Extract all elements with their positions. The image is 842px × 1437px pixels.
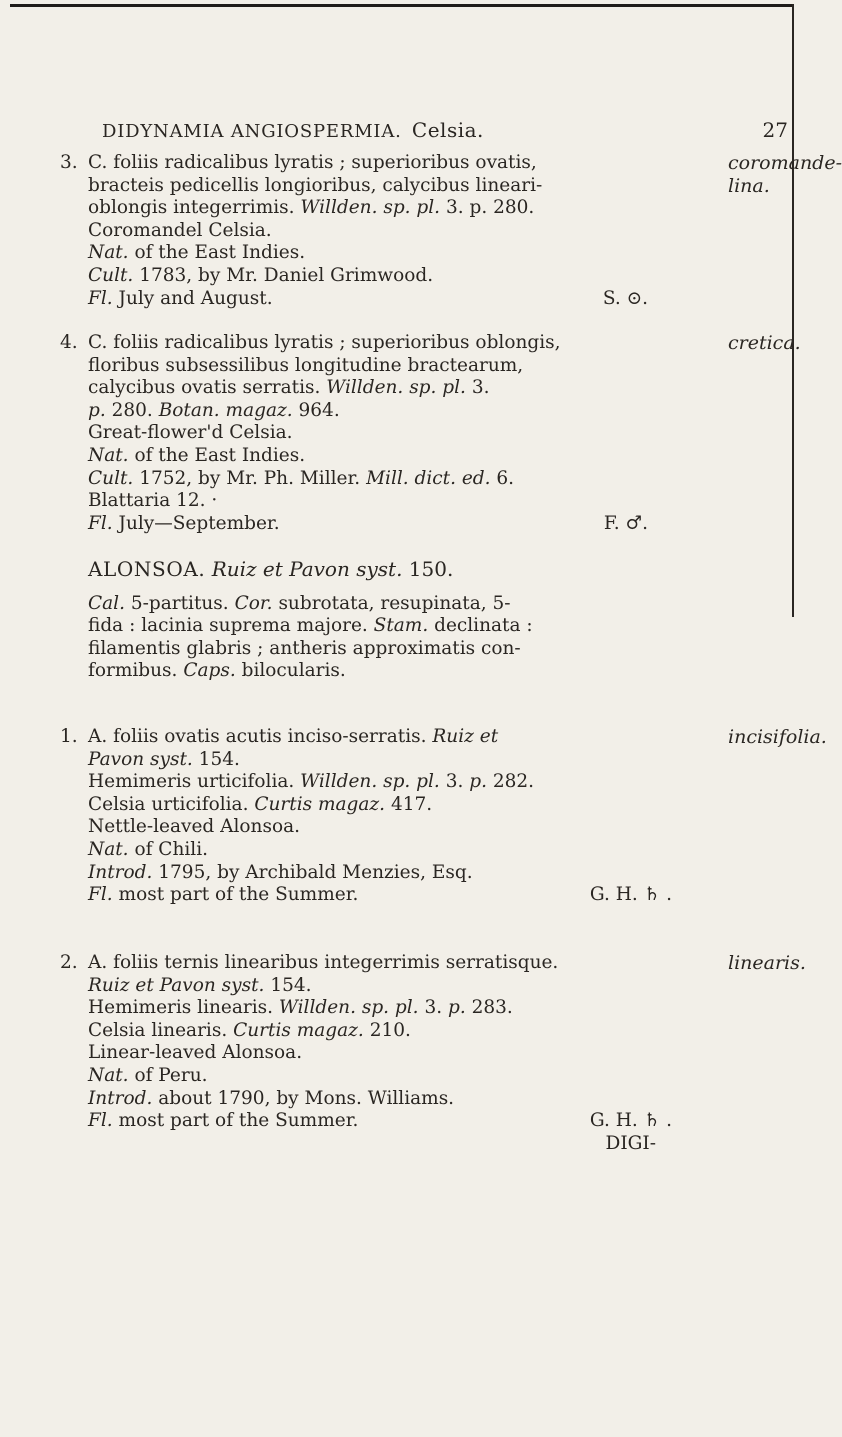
- page-right-rule: [792, 4, 794, 617]
- page-number: 27: [762, 118, 788, 142]
- species-entry-coromandelina: 3. C. foliis radicalibus lyratis ; superioribus ovatis, coromande- bracteis pedicellis longioribus, calycibus lineari- lina. oblongis integerrimis. Willden. sp. pl. 3. p. 280. Coromandel Celsia. Nat. of the East Indies. Cult. 1783, by Mr. Daniel Grimwood. Fl. July and August. S. ⊙.: [60, 152, 842, 309]
- species-name: incisifolia.: [728, 726, 827, 748]
- species-name-cont: lina.: [728, 174, 770, 197]
- genus-title: Celsia.: [411, 118, 484, 142]
- species-entry-cretica: 4. C. foliis radicalibus lyratis ; superioribus oblongis, cretica. floribus subsessilibus longitudine bractearum, calycibus ovatis serratis. Willden. sp. pl. 3. p. 280. Botan. magaz. 964. Great-flower'd Celsia. Nat. of the East Indies. Cult. 1752, by Mr. Ph. Miller. Mill. dict. ed. 6. Blattaria 12. · Fl. July—September. F. ♂.: [60, 332, 801, 534]
- habitat-symbol: F. ♂.: [603, 512, 648, 534]
- genus-name: ALONSOA.: [88, 557, 206, 581]
- habitat-symbol: G. H. ♄ .: [589, 1110, 672, 1132]
- entry-number: 2.: [60, 952, 78, 973]
- entry-number: 4.: [60, 332, 78, 353]
- species-name: cretica.: [728, 332, 801, 354]
- genus-description-alonsoa: ALONSOA. Ruiz et Pavon syst. 150. Cal. 5-partitus. Cor. subrotata, resupinata, 5- fida : lacinia suprema majore. Stam. declinata : filamentis glabris ; antheris approximatis con- formibus. Caps. bilocularis.: [88, 557, 533, 682]
- running-head: [60, 118, 788, 148]
- habitat-symbol: G. H. ♄ .: [589, 884, 672, 906]
- entry-number: 3.: [60, 152, 78, 173]
- species-name: linearis.: [728, 952, 806, 974]
- entry-number: 1.: [60, 726, 78, 747]
- species-name: coromande-: [728, 152, 842, 174]
- class-order-title: DIDYNAMIA ANGIOSPERMIA.: [102, 121, 402, 142]
- species-entry-incisifolia: 1. A. foliis ovatis acutis inciso-serratis. Ruiz et incisifolia. Pavon syst. 154. Hemimeris urticifolia. Willden. sp. pl. 3. p. 282. Celsia urticifolia. Curtis magaz. 417. Nettle-leaved Alonsoa. Nat. of Chili. Introd. 1795, by Archibald Menzies, Esq. Fl. most part of the Summer. G. H. ♄ .: [60, 726, 827, 906]
- species-entry-linearis: 2. A. foliis ternis linearibus integerrimis serratisque. linearis. Ruiz et Pavon syst. 154. Hemimeris linearis. Willden. sp. pl. 3. p. 283. Celsia linearis. Curtis magaz. 210. Linear-leaved Alonsoa. Nat. of Peru. Introd. about 1790, by Mons. Williams. Fl. most part of the Summer. G. H. ♄ . DIGI-: [60, 952, 806, 1154]
- page-top-rule: [10, 4, 794, 7]
- catchword: DIGI-: [605, 1132, 656, 1154]
- habitat-symbol: S. ⊙.: [602, 287, 648, 309]
